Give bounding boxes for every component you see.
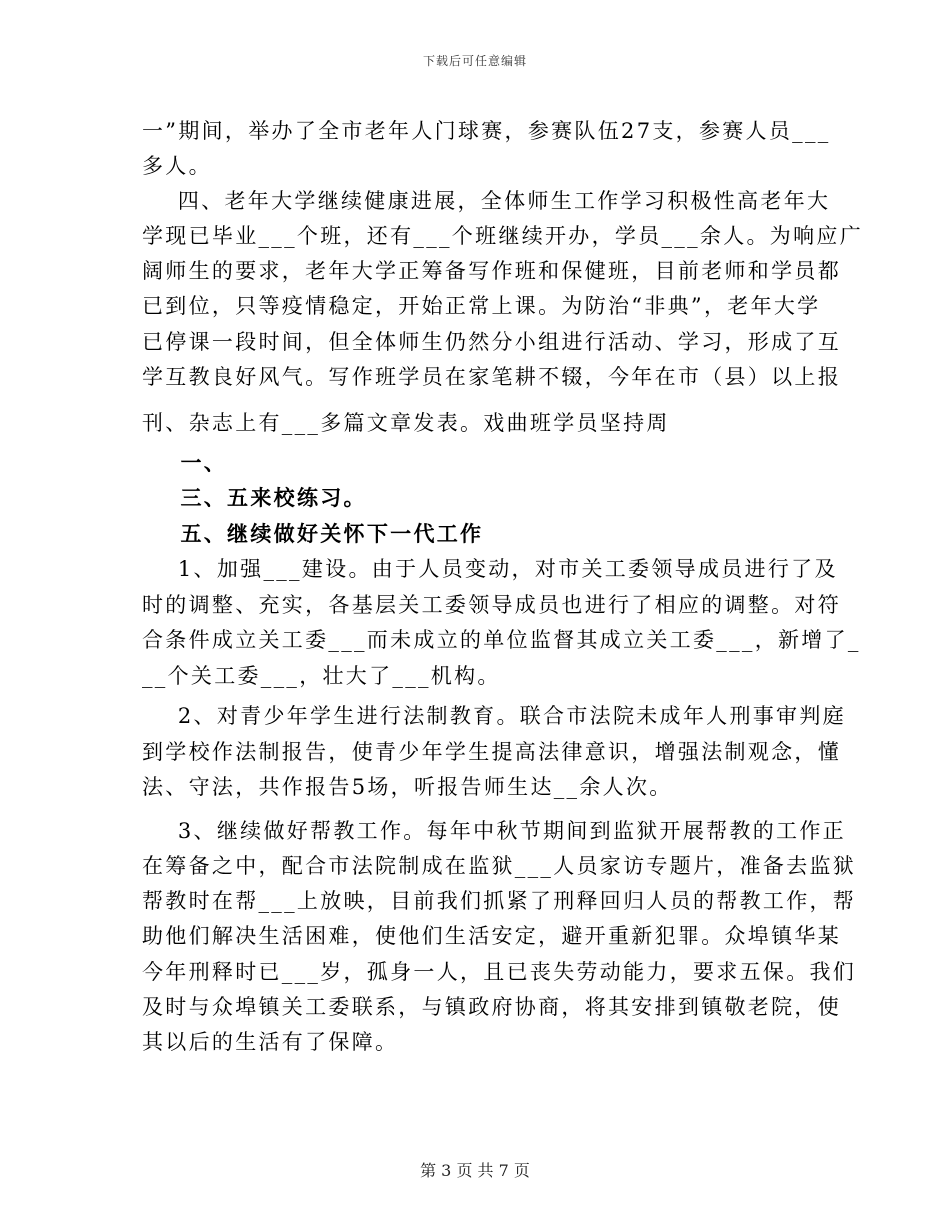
section-heading: 五、继续做好关怀下一代工作	[142, 521, 484, 546]
body-line: 3、继续做好帮教工作。每年中秋节期间到监狱开展帮教的工作正	[142, 819, 846, 843]
body-line: 及时与众埠镇关工委联系，与镇政府协商，将其安排到镇敬老院，使	[142, 995, 841, 1019]
body-line: 在筹备之中，配合市法院制成在监狱___人员家访专题片，准备去监狱	[142, 854, 857, 878]
body-line: 多人。	[142, 154, 212, 178]
body-line: 已停课一段时间，但全体师生仍然分小组进行活动、学习，形成了互	[142, 330, 841, 354]
body-line: 今年刑释时已___岁，孤身一人，且已丧失劳动能力，要求五保。我们	[142, 960, 857, 984]
body-line: 到学校作法制报告，使青少年学生提高法律意识，增强法制观念，懂	[142, 740, 841, 764]
body-line: 法、守法，共作报告5场，听报告师生达__余人次。	[142, 775, 673, 799]
body-line: 合条件成立关工委___而未成立的单位监督其成立关工委___，新增了_	[142, 628, 861, 652]
body-line: 学互教良好风气。写作班学员在家笔耕不辍，今年在市（县）以上报	[142, 365, 841, 389]
body-line: 一”期间，举办了全市老年人门球赛，参赛队伍27支，参赛人员___	[142, 119, 831, 143]
body-line: __个关工委___，壮大了___机构。	[142, 664, 501, 688]
body-line: 已到位，只等疫情稳定，开始正常上课。为防治“非典”，老年大学	[142, 294, 821, 318]
body-line: 四、老年大学继续健康进展，全体师生工作学习积极性高老年大	[142, 189, 831, 213]
body-line: 帮教时在帮___上放映，目前我们抓紧了刑释回归人员的帮教工作，帮	[142, 889, 857, 913]
section-heading: 一、	[142, 450, 228, 475]
page-footer: 第 3 页 共 7 页	[420, 1161, 530, 1180]
section-heading: 三、五来校练习。	[142, 485, 367, 510]
body-line: 阔师生的要求，老年大学正筹备写作班和保健班，目前老师和学员都	[142, 259, 841, 283]
body-line: 1、加强___建设。由于人员变动，对市关工委领导成员进行了及	[142, 557, 838, 581]
body-line: 其以后的生活有了保障。	[142, 1030, 399, 1054]
page-header: 下载后可任意编辑	[422, 54, 527, 68]
body-line: 学现已毕业___个班，还有___个班继续开办，学员___余人。为响应广	[142, 224, 863, 248]
body-line: 助他们解决生活困难，使他们生活安定，避开重新犯罪。众埠镇华某	[142, 924, 841, 948]
body-line: 刊、杂志上有___多篇文章发表。戏曲班学员坚持周	[142, 411, 670, 435]
body-line: 时的调整、充实，各基层关工委领导成员也进行了相应的调整。对符	[142, 593, 841, 617]
body-line: 2、对青少年学生进行法制教育。联合市法院未成年人刑事审判庭	[142, 704, 846, 728]
